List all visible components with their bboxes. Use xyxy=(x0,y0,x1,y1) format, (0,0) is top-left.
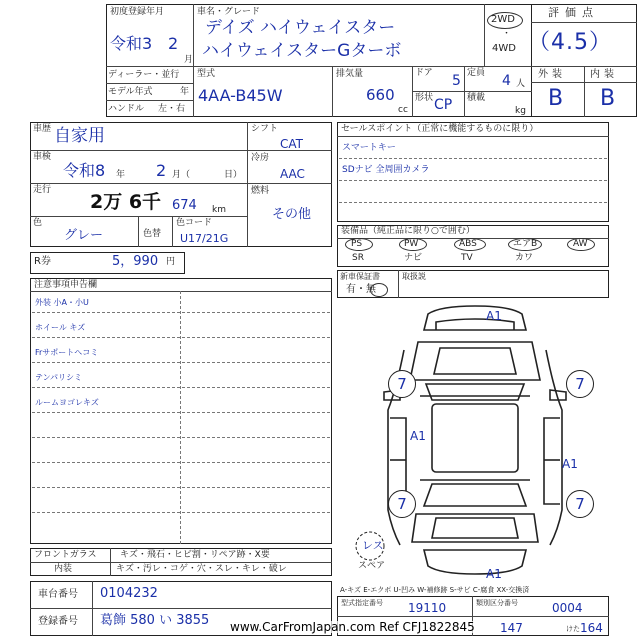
first-reg-month: 2 xyxy=(168,34,179,53)
note-2: ホイール キズ xyxy=(35,323,86,332)
sales-title: セールスポイント（正常に機能するものに限り） xyxy=(341,124,539,134)
car-name: デイズ ハイウェイスター xyxy=(205,18,396,38)
load-label: 積載 xyxy=(467,93,486,103)
usage-value: 自家用 xyxy=(54,126,105,146)
notes-title: 注意事項申告欄 xyxy=(34,280,98,290)
note-1: 外装 小A・小U xyxy=(35,298,89,307)
recycle-box xyxy=(30,252,185,274)
tire-front-left: 7 xyxy=(388,370,416,398)
plate-label: 登録番号 xyxy=(38,616,78,627)
drive-4wd: 4WD xyxy=(492,43,516,54)
model-cert-label: 型式指定番号 xyxy=(341,599,383,607)
inspection-era: 令和8 xyxy=(63,161,106,180)
glass-value: キズ・飛石・ヒビ割・リペア跡・X要 xyxy=(120,550,270,560)
damage-legend: A-キズ E-エクボ U-凹み W-補修跡 S-サビ C-腐食 XX-交換済 xyxy=(340,586,530,594)
plate-value: 葛飾 580 い 3855 xyxy=(100,613,210,628)
equip-abs: ABS xyxy=(459,239,477,249)
fuel-label: 燃料 xyxy=(251,186,270,196)
shift-label: シフト xyxy=(251,124,279,134)
kg-unit: kg xyxy=(515,106,526,116)
sales-item-2: SDナビ 全周囲カメラ xyxy=(342,165,430,175)
note-5: ルームヨゴレキズ xyxy=(35,398,99,407)
displacement: 660 xyxy=(366,86,395,104)
mark-right-side: A1 xyxy=(562,457,578,471)
color-code: U17/21G xyxy=(180,232,229,245)
exterior-score: B xyxy=(548,86,564,111)
mileage-value: 2万 6千 xyxy=(90,191,162,213)
capacity-unit: 人 xyxy=(516,79,526,89)
recycle-unit: 円 xyxy=(166,257,176,267)
displacement-label: 排気量 xyxy=(336,69,364,79)
dealer-label: ディーラー・並行 xyxy=(108,70,180,80)
handle-label: ハンドル xyxy=(108,104,145,114)
usage-label: 車歴 xyxy=(33,124,52,134)
doors: 5 xyxy=(452,73,461,89)
inspection-month-unit: 月（ xyxy=(172,170,191,180)
drive-2wd: 2WD xyxy=(491,14,515,25)
shape: CP xyxy=(434,97,453,113)
warranty-label: 新車保証書 xyxy=(340,272,380,281)
capacity-label: 定員 xyxy=(467,68,486,78)
color-change-label: 色替 xyxy=(143,229,162,239)
model-year-label: モデル年式 xyxy=(108,87,153,97)
interior-score: B xyxy=(600,86,616,111)
handle-opts: 左・右 xyxy=(158,104,186,114)
equip-tv: TV xyxy=(461,253,473,263)
ac-value: AAC xyxy=(280,167,305,181)
inspection-label: 車検 xyxy=(33,152,52,162)
shift-value: CAT xyxy=(280,137,303,151)
grade: ハイウェイスターGターボ xyxy=(202,41,402,61)
color-value: グレー xyxy=(64,228,104,243)
color-label: 色 xyxy=(33,218,43,228)
note-3: Frサポートヘコミ xyxy=(35,348,99,357)
drive-dot: ・ xyxy=(502,29,512,39)
type-label: 型式 xyxy=(197,69,216,79)
color-code-label: 色コード xyxy=(176,218,213,228)
class-no-value: 0004 xyxy=(552,601,583,615)
bottom-num-unit: けた xyxy=(566,625,580,633)
bottom-num-a: 147 xyxy=(500,621,523,635)
equipment-title: 装備品（純正品に限り○で囲む） xyxy=(341,226,475,236)
bottom-num-b: 164 xyxy=(580,621,603,635)
interior-label: 内装 xyxy=(590,69,618,80)
chassis-value: 0104232 xyxy=(100,586,158,601)
model-cert-value: 19110 xyxy=(408,601,447,615)
cc-unit: cc xyxy=(398,105,408,115)
car-diagram xyxy=(340,300,610,580)
shape-label: 形状 xyxy=(415,93,434,103)
equip-airbag: エアB xyxy=(513,239,538,249)
equip-sr: SR xyxy=(352,253,364,263)
inspection-month: 2 xyxy=(156,161,167,180)
chassis-label: 車台番号 xyxy=(38,589,78,600)
tire-rear-left: 7 xyxy=(388,490,416,518)
equip-pw: PW xyxy=(404,239,419,249)
warranty-value: 有・無 xyxy=(346,284,376,295)
interior-row-value: キズ・汚レ・コゲ・穴・スレ・キレ・破レ xyxy=(116,564,287,574)
first-reg-label: 初度登録年月 xyxy=(110,7,165,17)
interior-row-label: 内装 xyxy=(54,564,73,574)
mark-left-side: A1 xyxy=(410,429,426,443)
first-reg-era: 令和3 xyxy=(110,34,153,53)
equip-aw: AW xyxy=(573,239,588,249)
score-value: （4.5） xyxy=(528,30,612,55)
model-code: 4AA-B45W xyxy=(198,86,283,105)
equip-leather: カワ xyxy=(515,253,534,263)
recycle-value: 5，990 xyxy=(112,254,159,269)
class-no-label: 類別区分番号 xyxy=(476,599,518,607)
manual-label: 取扱説 xyxy=(402,272,426,281)
sales-item-1: スマートキー xyxy=(342,143,396,153)
capacity: 4 xyxy=(502,73,511,89)
exterior-label: 外装 xyxy=(538,69,566,80)
spare-label: スペア xyxy=(358,561,386,571)
month-unit: 月 xyxy=(184,55,194,65)
spare-mark: レス xyxy=(362,539,384,552)
inspection-day-unit: 日） xyxy=(224,170,243,180)
notes-box xyxy=(30,278,332,544)
equip-navi: ナビ xyxy=(404,253,423,263)
ac-label: 冷房 xyxy=(251,153,270,163)
mileage-unit: km xyxy=(212,205,226,215)
mileage-label: 走行 xyxy=(33,185,52,195)
mark-rear-bumper: A1 xyxy=(486,567,502,581)
door-label: ドア xyxy=(415,68,433,78)
mark-front-bumper: A1 xyxy=(486,309,502,323)
score-label: 評価点 xyxy=(548,6,599,19)
tire-front-right: 7 xyxy=(566,370,594,398)
warranty-none-circle xyxy=(370,283,388,297)
fuel-value: その他 xyxy=(272,207,312,222)
tire-rear-right: 7 xyxy=(566,490,594,518)
note-4: テンパリシミ xyxy=(35,373,83,382)
equip-ps: PS xyxy=(351,239,363,249)
glass-label: フロントガラス xyxy=(34,550,97,560)
car-name-label: 車名・グレード xyxy=(197,7,261,17)
watermark: www.CarFromJapan.com Ref CFJ1822845 xyxy=(230,620,475,634)
mileage-detail: 674 xyxy=(172,198,197,213)
inspection-year-unit: 年 xyxy=(116,170,126,180)
year-unit: 年 xyxy=(180,87,190,97)
recycle-label: R券 xyxy=(34,256,51,267)
